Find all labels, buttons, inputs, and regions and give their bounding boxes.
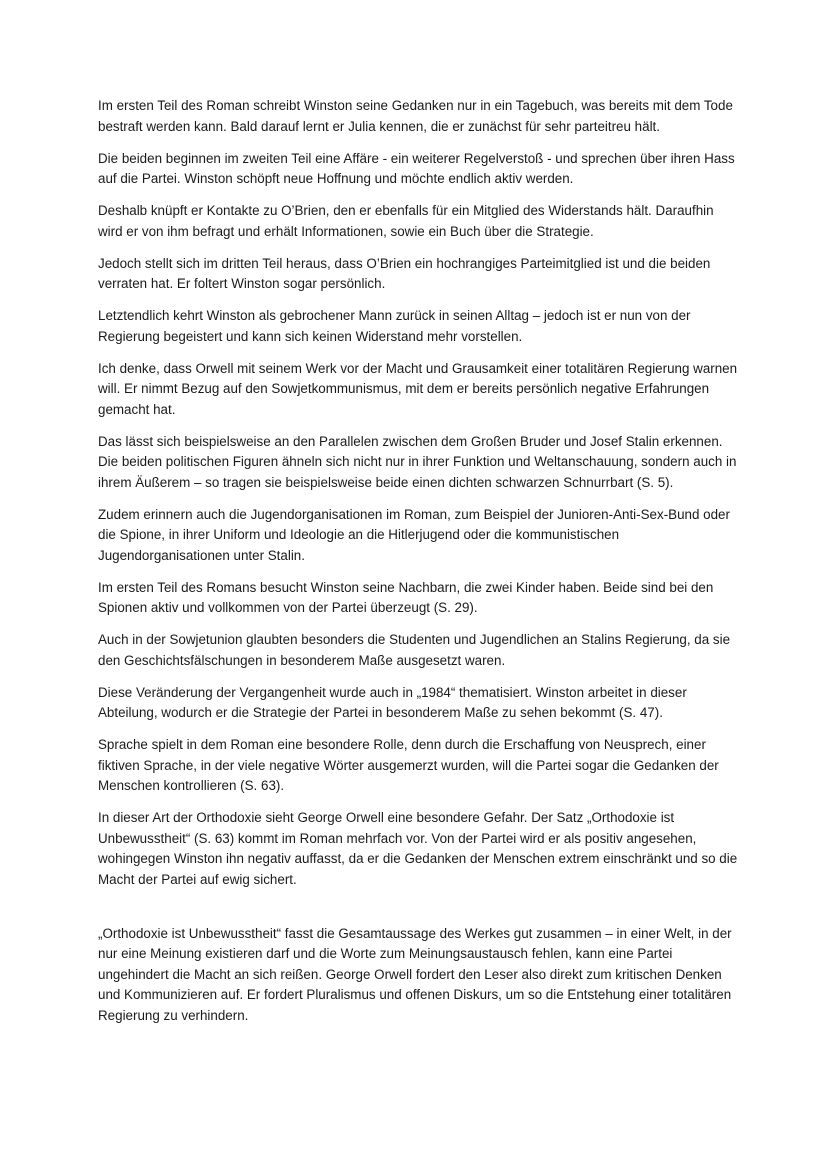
- paragraph-3: Deshalb knüpft er Kontakte zu O’Brien, den er ebenfalls für ein Mitglied des Widerstands hält. Daraufhin wird er von ihm befragt und erhält Informationen, sowie ein Buch über die Strategie.: [98, 203, 714, 239]
- document-body: [98, 96, 738, 1038]
- paragraph-12: Sprache spielt in dem Roman eine besondere Rolle, denn durch die Erschaffung von Neusprech, einer fiktiven Sprache, in der viele negative Wörter ausgemerzt wurden, will die Partei sogar die Gedanken der Menschen kontrollieren (S. 63).: [98, 737, 719, 793]
- paragraph-13: In dieser Art der Orthodoxie sieht George Orwell eine besondere Gefahr. Der Satz „Orthodoxie ist Unbewusstheit“ (S. 63) kommt im Roman mehrfach vor. Von der Partei wird er als positiv angesehen, wohingegen Winston ihn negativ auffasst, da er die Gedanken der Menschen extrem einschränkt und so die Macht der Partei auf ewig sichert.: [98, 810, 738, 887]
- paragraph-4: Jedoch stellt sich im dritten Teil heraus, dass O’Brien ein hochrangiges Parteimitglied ist und die beiden verraten hat. Er foltert Winston sogar persönlich.: [98, 255, 711, 291]
- paragraph-9: Im ersten Teil des Romans besucht Winston seine Nachbarn, die zwei Kinder haben. Beide sind bei den Spionen aktiv und vollkommen von der Partei überzeugt (S. 29).: [98, 579, 714, 615]
- paragraph-1: Im ersten Teil des Roman schreibt Winston seine Gedanken nur in ein Tagebuch, was bereits mit dem Tode bestraft werden kann. Bald darauf lernt er Julia kennen, die er zunächst für sehr parteitreu hält.: [98, 98, 733, 134]
- section-gap: [98, 902, 738, 924]
- paragraph-10: Auch in der Sowjetunion glaubten besonders die Studenten und Jugendlichen an Stalins Regierung, da sie den Geschichtsfälschungen in besonderem Maße ausgesetzt waren.: [98, 632, 731, 668]
- paragraph-11: Diese Veränderung der Vergangenheit wurde auch in „1984“ thematisiert. Winston arbeitet in dieser Abteilung, wodurch er die Strategie der Partei in besonderem Maße zu sehen bekommt (S. 47).: [98, 684, 687, 720]
- paragraph-5: Letztendlich kehrt Winston als gebrochener Mann zurück in seinen Alltag – jedoch ist er nun von der Regierung begeistert und kann sich keinen Widerstand mehr vorstellen.: [98, 308, 691, 344]
- paragraph-7: Das lässt sich beispielsweise an den Parallelen zwischen dem Großen Bruder und Josef Stalin erkennen. Die beiden politischen Figuren ähneln sich nicht nur in ihrer Funktion und Weltanschauung, sondern auch in ihrem Äußerem – so tragen sie beispielsweise beide einen dichten schwarzen Schnurrbart (S. 5).: [98, 433, 737, 490]
- paragraph-8: Zudem erinnern auch die Jugendorganisationen im Roman, zum Beispiel der Junioren-Anti-Sex-Bund oder die Spione, in ihrer Uniform und Ideologie an die Hitlerjugend oder die kommunistischen Jugendorganisationen unter Stalin.: [98, 506, 730, 563]
- paragraph-6: Ich denke, dass Orwell mit seinem Werk vor der Macht und Grausamkeit einer totalitären Regierung warnen will. Er nimmt Bezug auf den Sowjetkommunismus, mit dem er bereits persönlich negative Erfahrungen gemacht hat.: [98, 360, 738, 417]
- paragraph-2: Die beiden beginnen im zweiten Teil eine Affäre - ein weiterer Regelverstoß - und sprechen über ihren Hass auf die Partei. Winston schöpft neue Hoffnung und möchte endlich aktiv werden.: [98, 150, 735, 186]
- conclusion-paragraph: „Orthodoxie ist Unbewusstheit“ fasst die Gesamtaussage des Werkes gut zusammen – in einer Welt, in der nur eine Meinung existieren darf und die Worte zum Meinungsaustausch fehlen, kann eine Partei ungehindert die Macht an sich reißen. George Orwell fordert den Leser also direkt zum kritischen Denken und Kommunizieren auf. Er fordert Pluralismus und offenen Diskurs, um so die Entstehung einer totalitären Regierung zu verhindern.: [98, 925, 732, 1023]
